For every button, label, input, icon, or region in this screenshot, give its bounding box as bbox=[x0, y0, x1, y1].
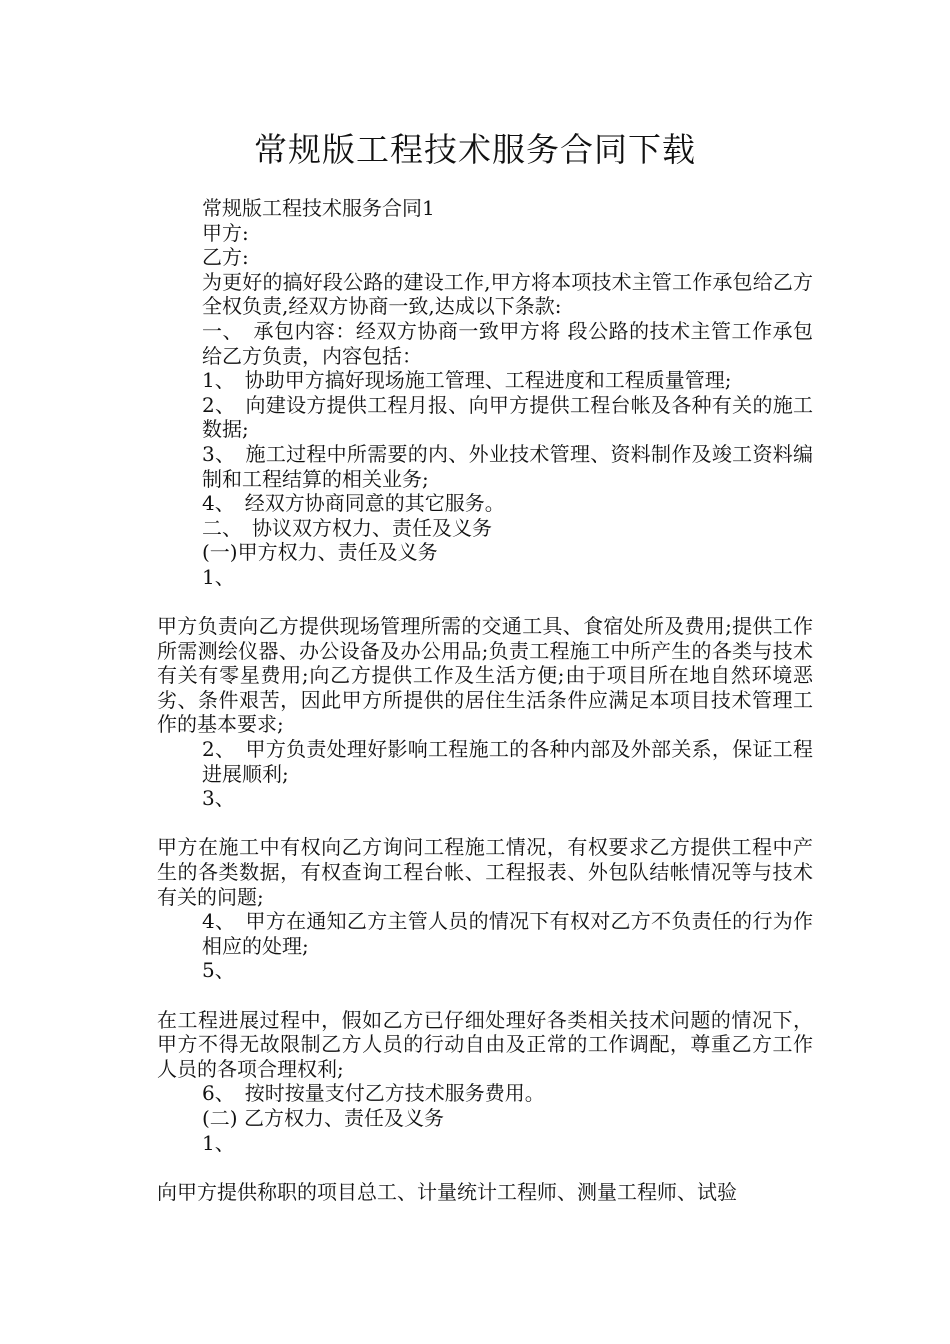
contract-heading: 常规版工程技术服务合同1 bbox=[202, 196, 435, 220]
paragraph: 在工程进展过程中，假如乙方已仔细处理好各类相关技术问题的情况下，甲方不得无故限制乙方人员的行动自由及正常的工作调配，尊重乙方工作人员的各项合理权利; bbox=[157, 1007, 813, 1081]
list-item: 2、 向建设方提供工程月报、向甲方提供工程台帐及各种有关的施工数据; bbox=[202, 392, 813, 442]
spacer bbox=[145, 983, 813, 1008]
list-item: 4、 经双方协商同意的其它服务。 bbox=[202, 491, 505, 516]
spacer bbox=[145, 590, 813, 615]
list-item: 3、 施工过程中所需要的内、外业技术管理、资料制作及竣工资料编制和工程结算的相关业务; bbox=[202, 441, 813, 491]
list-item-number: 5、 bbox=[202, 958, 235, 983]
party-a-line: 甲方: bbox=[202, 220, 249, 245]
list-item: 2、 甲方负责处理好影响工程施工的各种内部及外部关系，保证工程进展顺利; bbox=[202, 737, 813, 786]
list-item: 4、 甲方在通知乙方主管人员的情况下有权对乙方不负责任的行为作相应的处理; bbox=[202, 909, 813, 958]
party-b-line: 乙方: bbox=[202, 245, 249, 270]
list-item-number: 1、 bbox=[202, 564, 235, 589]
spacer bbox=[145, 811, 813, 836]
subsection-heading: (二) 乙方权力、责任及义务 bbox=[202, 1105, 444, 1130]
paragraph: 向甲方提供称职的项目总工、计量统计工程师、测量工程师、试验 bbox=[157, 1179, 737, 1204]
document-body bbox=[145, 196, 813, 1204]
paragraph: 为更好的搞好段公路的建设工作,甲方将本项技术主管工作承包给乙方全权负责,经双方协商一致,达成以下条款: bbox=[202, 269, 813, 319]
spacer bbox=[145, 1155, 813, 1180]
list-item-number: 3、 bbox=[202, 786, 235, 811]
section-heading: 二、 协议双方权力、责任及义务 bbox=[202, 515, 492, 540]
document-title: 常规版工程技术服务合同下载 bbox=[254, 130, 696, 169]
subsection-heading: (一)甲方权力、责任及义务 bbox=[202, 540, 438, 565]
list-item: 6、 按时按量支付乙方技术服务费用。 bbox=[202, 1081, 545, 1106]
list-item: 1、 协助甲方搞好现场施工管理、工程进度和工程质量管理; bbox=[202, 368, 732, 393]
paragraph: 甲方负责向乙方提供现场管理所需的交通工具、食宿处所及费用;提供工作所需测绘仪器、办公设备及办公用品;负责工程施工中所产生的各类与技术有关有零星费用;向乙方提供工作及生活方便;由于项目所在地自然环境恶劣、条件艰苦，因此甲方所提供的居住生活条件应满足本项目技术管理工作的基本要求; bbox=[157, 614, 813, 737]
paragraph: 甲方在施工中有权向乙方询问工程施工情况，有权要求乙方提供工程中产生的各类数据，有权查询工程台帐、工程报表、外包队结帐情况等与技术有关的问题; bbox=[157, 835, 813, 909]
list-item-number: 1、 bbox=[202, 1130, 235, 1155]
section-heading: 一、 承包内容：经双方协商一致甲方将 段公路的技术主管工作承包给乙方负责，内容包括： bbox=[202, 318, 813, 368]
